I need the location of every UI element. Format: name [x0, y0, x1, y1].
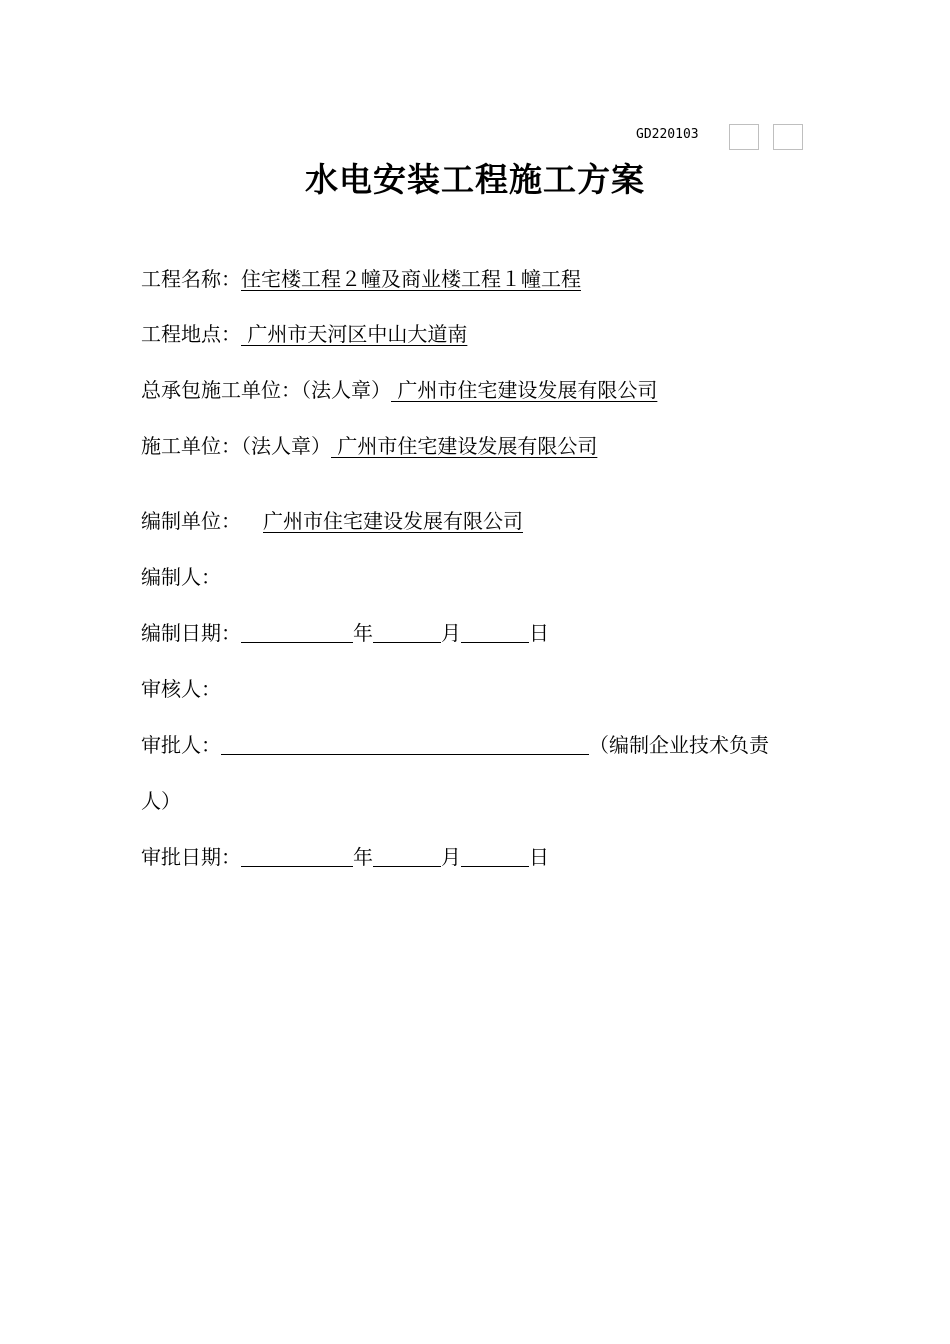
compile-date-label: 编制日期：	[141, 621, 241, 645]
compile-day-label: 日	[529, 621, 549, 645]
project-name-value: 住宅楼工程２幢及商业楼工程１幢工程	[241, 267, 581, 291]
compile-unit-value: 广州市住宅建设发展有限公司	[263, 509, 523, 533]
checkbox-blank-2	[773, 124, 803, 150]
reviewer-label: 审核人：	[141, 677, 221, 701]
approve-day-label: 日	[529, 845, 549, 869]
compile-date-row	[141, 619, 549, 647]
project-name-row	[141, 265, 581, 293]
approver-note-cont: 人）	[141, 789, 181, 813]
general-contractor-label: 总承包施工单位：（法人章）	[141, 378, 391, 402]
approve-date-row	[141, 843, 549, 871]
document-code: GD220103	[636, 127, 699, 142]
document-title: 水电安装工程施工方案	[305, 160, 645, 199]
contractor-value: 广州市住宅建设发展有限公司	[331, 434, 598, 458]
approve-month-blank	[373, 844, 441, 867]
approve-year-blank	[241, 844, 353, 867]
checkbox-blank-1	[729, 124, 759, 150]
approve-date-label: 审批日期：	[141, 845, 241, 869]
compile-unit-row	[141, 507, 523, 535]
approver-label: 审批人：	[141, 733, 221, 757]
project-name-label: 工程名称：	[141, 267, 241, 291]
general-contractor-value: 广州市住宅建设发展有限公司	[391, 378, 658, 402]
approve-month-label: 月	[441, 845, 461, 869]
compile-year-label: 年	[353, 621, 373, 645]
compiler-label: 编制人：	[141, 565, 221, 589]
compile-month-blank	[373, 620, 441, 643]
approve-year-label: 年	[353, 845, 373, 869]
compile-month-label: 月	[441, 621, 461, 645]
compile-unit-label: 编制单位：	[141, 509, 241, 533]
approver-row	[141, 731, 769, 759]
project-location-value: 广州市天河区中山大道南	[241, 322, 468, 346]
general-contractor-row	[141, 376, 657, 404]
approver-note: （编制企业技术负责	[589, 733, 769, 757]
contractor-row	[141, 432, 597, 460]
approve-day-blank	[461, 844, 529, 867]
compile-day-blank	[461, 620, 529, 643]
project-location-label: 工程地点：	[141, 322, 241, 346]
approver-blank	[221, 732, 589, 755]
contractor-label: 施工单位：（法人章）	[141, 434, 331, 458]
compiler-row	[141, 563, 221, 591]
compile-year-blank	[241, 620, 353, 643]
reviewer-row	[141, 675, 221, 703]
approver-note-cont-row	[141, 787, 181, 815]
project-location-row	[141, 320, 467, 348]
